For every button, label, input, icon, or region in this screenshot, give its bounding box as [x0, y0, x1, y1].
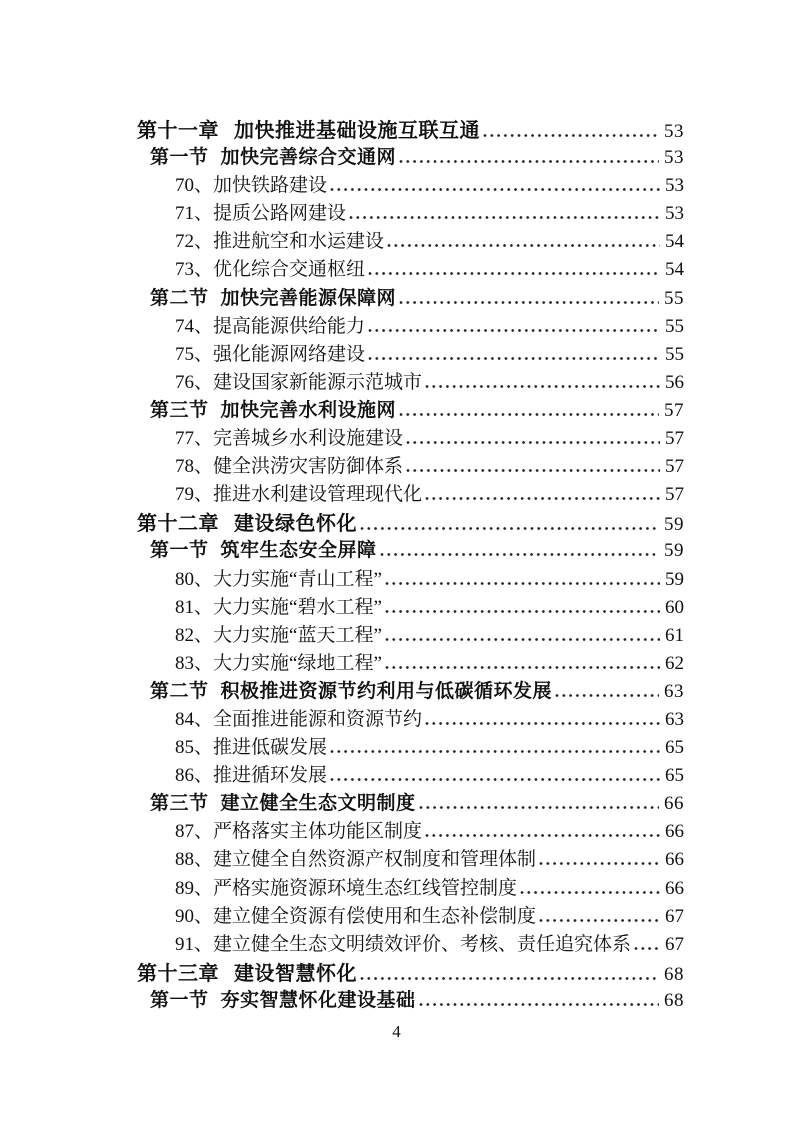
dot-leader: [419, 1002, 659, 1007]
toc-entry-title: 严格实施资源环境生态红线管控制度: [213, 877, 518, 899]
toc-entry-page-number: 53: [665, 175, 684, 197]
toc-entry[interactable]: [0, 760, 793, 788]
toc-entry-title: 加快完善综合交通网: [220, 147, 397, 169]
toc-entry-page-number: 66: [664, 793, 684, 815]
toc-entry-page-number: 57: [665, 456, 684, 478]
page-footer: [0, 1022, 793, 1042]
toc-entry-label: 80、: [175, 568, 214, 590]
toc-entry-title: 筑牢生态安全屏障: [220, 540, 377, 562]
dot-leader: [425, 384, 660, 389]
dot-leader: [399, 159, 659, 164]
toc-entry-title: 积极推进资源节约利用与低碳循环发展: [220, 680, 553, 702]
toc-entry[interactable]: [0, 507, 793, 535]
toc-entry[interactable]: [0, 985, 793, 1013]
dot-leader: [330, 187, 660, 192]
toc-entry-label: 第三节: [150, 399, 209, 421]
toc-entry-title: 推进低碳发展: [213, 737, 328, 759]
toc-entry-label: 第一节: [150, 540, 209, 562]
toc-list: [0, 114, 793, 1013]
toc-entry[interactable]: [0, 254, 793, 282]
toc-entry-label: 84、: [175, 708, 214, 730]
toc-entry-label: 第一节: [150, 147, 209, 169]
toc-entry-label: 第十二章: [137, 513, 219, 536]
toc-entry-page-number: 66: [665, 877, 684, 899]
toc-entry-page-number: 67: [665, 905, 684, 927]
toc-entry-page-number: 59: [665, 568, 684, 590]
dot-leader: [368, 356, 660, 361]
toc-entry[interactable]: [0, 957, 793, 985]
toc-entry-title: 建立健全自然资源产权制度和管理体制: [213, 849, 537, 871]
toc-entry-page-number: 66: [665, 849, 684, 871]
toc-entry[interactable]: [0, 311, 793, 339]
toc-entry-page-number: 53: [665, 203, 684, 225]
toc-entry-page-number: 57: [665, 484, 684, 506]
toc-entry-page-number: 53: [664, 121, 684, 142]
toc-entry-title: 大力实施“绿地工程”: [213, 652, 382, 674]
toc-entry-title: 夯实智慧怀化建设基础: [220, 989, 416, 1011]
toc-entry-label: 71、: [175, 203, 214, 225]
toc-entry-label: 第二节: [150, 680, 209, 702]
toc-entry-label: 89、: [175, 877, 214, 899]
toc-entry-title: 大力实施“碧水工程”: [213, 596, 382, 618]
toc-entry-title: 推进循环发展: [213, 765, 328, 787]
dot-leader: [425, 496, 660, 501]
dot-leader: [368, 271, 660, 276]
toc-entry-page-number: 60: [665, 596, 684, 618]
toc-entry-title: 建立健全生态文明制度: [220, 793, 416, 815]
dot-leader: [380, 552, 659, 557]
toc-entry[interactable]: [0, 170, 793, 198]
toc-entry-page-number: 62: [665, 652, 684, 674]
toc-entry-page-number: 53: [664, 147, 684, 169]
toc-entry[interactable]: [0, 844, 793, 872]
toc-entry[interactable]: [0, 395, 793, 423]
dot-leader: [483, 133, 659, 138]
toc-entry[interactable]: [0, 451, 793, 479]
toc-entry-page-number: 57: [665, 428, 684, 450]
dot-leader: [399, 300, 659, 305]
dot-leader: [385, 581, 660, 586]
toc-entry-label: 86、: [175, 765, 214, 787]
toc-entry-label: 74、: [175, 315, 214, 337]
dot-leader: [330, 749, 660, 754]
dot-leader: [425, 721, 660, 726]
toc-entry[interactable]: [0, 564, 793, 592]
toc-entry-page-number: 55: [664, 287, 684, 309]
dot-leader: [555, 693, 659, 698]
toc-entry[interactable]: [0, 873, 793, 901]
toc-entry-label: 76、: [175, 371, 214, 393]
toc-entry-title: 提质公路网建设: [213, 203, 347, 225]
dot-leader: [406, 440, 660, 445]
toc-entry-title: 健全洪涝灾害防御体系: [213, 456, 404, 478]
dot-leader: [406, 468, 660, 473]
toc-entry-title: 建设国家新能源示范城市: [213, 371, 423, 393]
toc-entry-title: 完善城乡水利设施建设: [213, 428, 404, 450]
dot-leader: [385, 609, 660, 614]
toc-entry-title: 大力实施“青山工程”: [213, 568, 382, 590]
toc-entry-title: 加快完善水利设施网: [220, 399, 397, 421]
dot-leader: [634, 946, 660, 951]
toc-entry-label: 90、: [175, 905, 214, 927]
toc-entry-label: 第十一章: [137, 120, 219, 142]
toc-entry-title: 全面推进能源和资源节约: [213, 708, 423, 730]
toc-entry-label: 第十三章: [137, 962, 219, 985]
toc-entry-page-number: 61: [665, 624, 684, 646]
toc-entry-page-number: 59: [664, 540, 684, 562]
toc-entry-page-number: 66: [665, 821, 684, 843]
toc-entry[interactable]: [0, 929, 793, 957]
toc-entry-label: 第二节: [150, 287, 209, 309]
toc-entry-title: 强化能源网络建设: [213, 343, 366, 365]
dot-leader: [399, 412, 659, 417]
toc-entry-label: 91、: [175, 933, 214, 955]
toc-entry-title: 加快铁路建设: [213, 175, 328, 197]
toc-entry[interactable]: [0, 901, 793, 929]
toc-entry[interactable]: [0, 114, 793, 142]
toc-entry-page-number: 63: [664, 680, 684, 702]
toc-entry-page-number: 65: [665, 737, 684, 759]
toc-entry-page-number: 55: [665, 315, 684, 337]
dot-leader: [539, 861, 660, 866]
toc-entry-title: 加快完善能源保障网: [220, 287, 397, 309]
toc-entry-page-number: 55: [665, 343, 684, 365]
toc-entry-page-number: 54: [665, 259, 684, 281]
toc-entry-label: 70、: [175, 175, 214, 197]
toc-entry[interactable]: [0, 732, 793, 760]
toc-entry-label: 81、: [175, 596, 214, 618]
toc-entry-title: 推进水利建设管理现代化: [213, 484, 423, 506]
toc-entry-title: 提高能源供给能力: [213, 315, 366, 337]
toc-entry-title: 建立健全生态文明绩效评价、考核、责任追究体系: [213, 933, 632, 955]
toc-entry-page-number: 65: [665, 765, 684, 787]
toc-entry-label: 第三节: [150, 793, 209, 815]
toc-entry-label: 75、: [175, 343, 214, 365]
toc-entry-title: 建立健全资源有偿使用和生态补偿制度: [213, 905, 537, 927]
toc-entry-title: 严格落实主体功能区制度: [213, 821, 423, 843]
toc-entry-page-number: 68: [664, 989, 684, 1011]
toc-entry[interactable]: [0, 816, 793, 844]
toc-entry[interactable]: [0, 423, 793, 451]
toc-entry-title: 大力实施“蓝天工程”: [213, 624, 382, 646]
toc-entry-label: 第一节: [150, 989, 209, 1011]
dot-leader: [330, 777, 660, 782]
toc-entry[interactable]: [0, 198, 793, 226]
toc-entry-title: 加快推进基础设施互联互通: [234, 120, 480, 142]
dot-leader: [387, 243, 660, 248]
toc-entry[interactable]: [0, 648, 793, 676]
dot-leader: [360, 526, 659, 531]
toc-entry-label: 88、: [175, 849, 214, 871]
toc-entry[interactable]: [0, 704, 793, 732]
toc-entry-label: 82、: [175, 624, 214, 646]
dot-leader: [539, 918, 660, 923]
toc-entry-title: 建设智慧怀化: [234, 962, 357, 985]
toc-entry-page-number: 57: [664, 399, 684, 421]
toc-entry-title: 推进航空和水运建设: [213, 231, 385, 253]
toc-entry[interactable]: [0, 788, 793, 816]
toc-entry[interactable]: [0, 142, 793, 170]
dot-leader: [360, 976, 659, 981]
toc-entry[interactable]: [0, 226, 793, 254]
toc-entry-title: 建设绿色怀化: [234, 513, 357, 536]
toc-entry-label: 79、: [175, 484, 214, 506]
toc-entry[interactable]: [0, 535, 793, 563]
toc-entry-label: 85、: [175, 737, 214, 759]
toc-entry-label: 78、: [175, 456, 214, 478]
dot-leader: [349, 215, 660, 220]
toc-entry-label: 83、: [175, 652, 214, 674]
toc-entry-label: 72、: [175, 231, 214, 253]
dot-leader: [385, 665, 660, 670]
toc-entry-label: 77、: [175, 428, 214, 450]
page-number: 4: [392, 1022, 401, 1041]
toc-entry[interactable]: [0, 620, 793, 648]
toc-entry-title: 优化综合交通枢纽: [213, 259, 366, 281]
dot-leader: [368, 328, 660, 333]
toc-entry-label: 87、: [175, 821, 214, 843]
toc-entry-page-number: 56: [665, 371, 684, 393]
toc-entry-page-number: 67: [665, 933, 684, 955]
toc-entry[interactable]: [0, 283, 793, 311]
dot-leader: [425, 833, 660, 838]
dot-leader: [520, 890, 660, 895]
toc-entry-page-number: 68: [664, 963, 684, 985]
toc-entry[interactable]: [0, 479, 793, 507]
toc-entry[interactable]: [0, 367, 793, 395]
toc-entry-label: 73、: [175, 259, 214, 281]
dot-leader: [419, 805, 659, 810]
toc-entry-page-number: 59: [664, 514, 684, 536]
toc-entry[interactable]: [0, 339, 793, 367]
dot-leader: [385, 637, 660, 642]
toc-entry-page-number: 54: [665, 231, 684, 253]
toc-entry[interactable]: [0, 676, 793, 704]
toc-entry-page-number: 63: [665, 708, 684, 730]
toc-entry[interactable]: [0, 592, 793, 620]
